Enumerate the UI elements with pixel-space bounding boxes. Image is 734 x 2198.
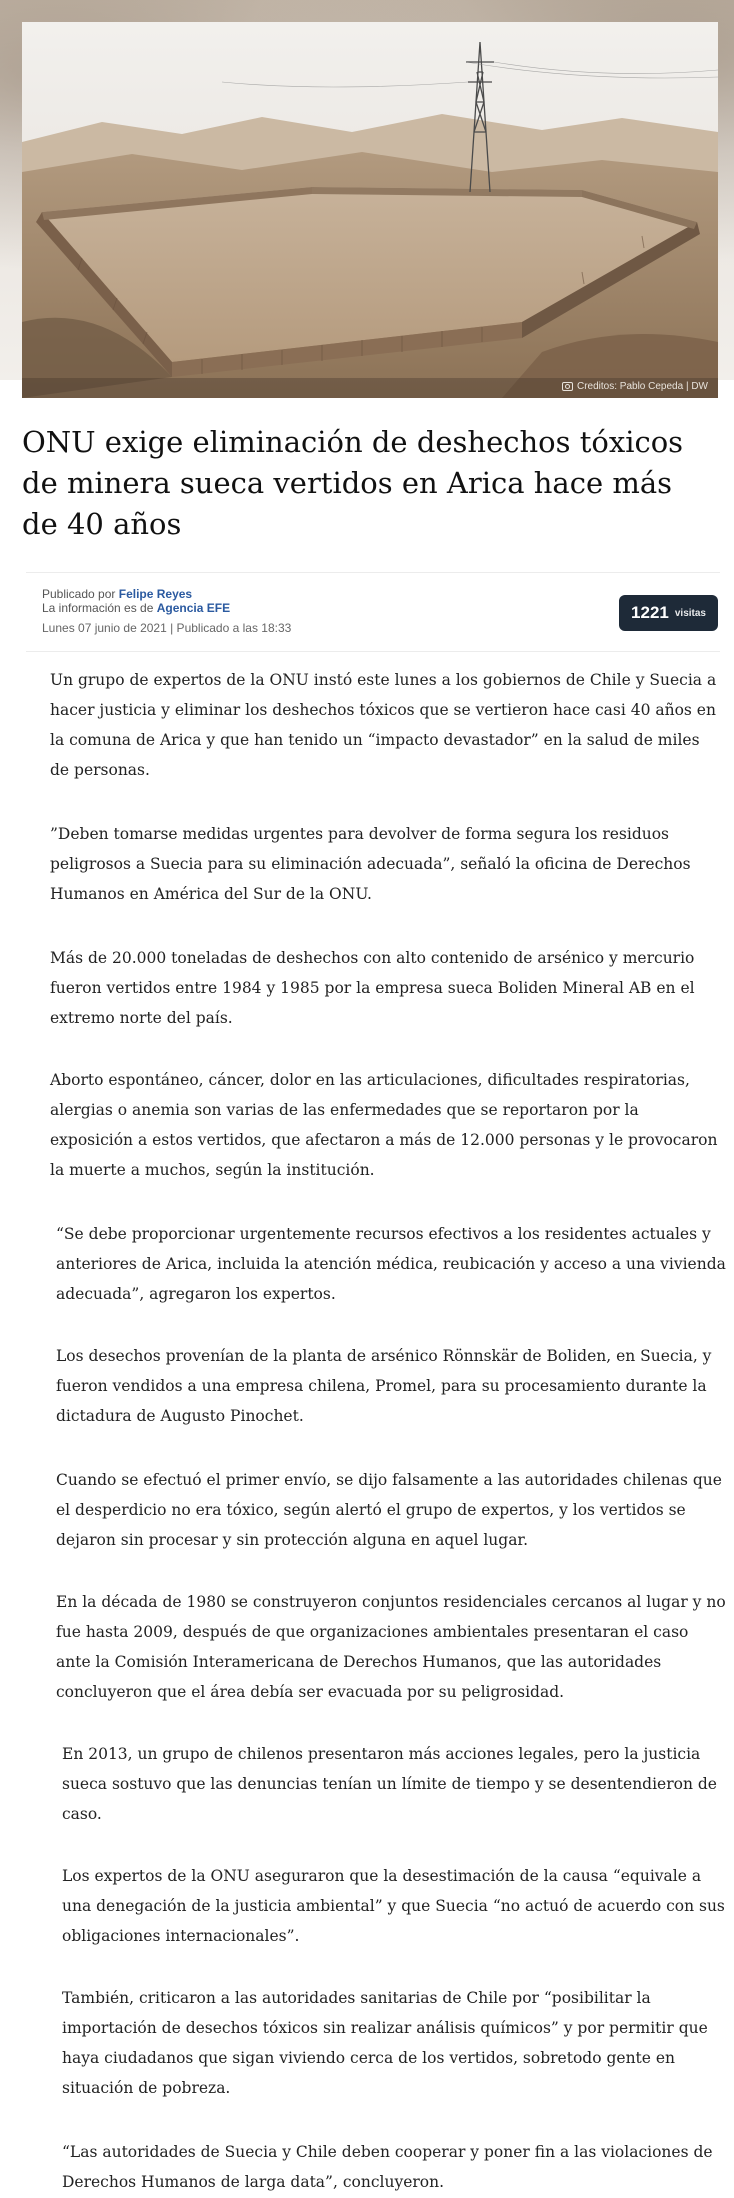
paragraph: Los expertos de la ONU aseguraron que la desestimación de la causa “equivale a una denegación de la justicia ambiental” y que Suecia “no actuó de acuerdo con sus obligaciones internacionales”. bbox=[62, 1867, 725, 1945]
hero-image[interactable] bbox=[22, 22, 718, 398]
paragraph: Aborto espontáneo, cáncer, dolor en las articulaciones, dificultades respiratorias, alergias o anemia son varias de las enfermedades que se reportaron por la exposición a estos vertidos, que afectaron a más de 12.000 personas y le provocaron la muerte a muchos, según la institución. bbox=[50, 1071, 718, 1179]
article-byline bbox=[42, 587, 291, 635]
image-credit bbox=[562, 381, 708, 392]
paragraph: “Se debe proporcionar urgentemente recursos efectivos a los residentes actuales y anteriores de Arica, incluida la atención médica, reubicación y acceso a una vivienda adecuada”, agregaron los expertos. bbox=[56, 1225, 726, 1303]
image-credit-text: Creditos: Pablo Cepeda | DW bbox=[577, 381, 708, 392]
paragraph: Un grupo de expertos de la ONU instó este lunes a los gobiernos de Chile y Suecia a hacer justicia y eliminar los deshechos tóxicos que se vertieron hace casi 40 años en la comuna de Arica y que han tenido un “impacto devastador” en la salud de miles de personas. bbox=[50, 671, 717, 779]
article-title: ONU exige eliminación de deshechos tóxicos de minera sueca vertidos en Arica hace más de 40 años bbox=[22, 425, 684, 541]
author-line bbox=[42, 587, 291, 601]
visits-label: visitas bbox=[674, 607, 706, 619]
paragraph: También, criticaron a las autoridades sanitarias de Chile por “posibilitar la importación de desechos tóxicos sin realizar análisis químicos” y por permitir que haya ciudadanos que sigan viviendo cerca de los vertidos, sobretodo gente en situación de pobreza. bbox=[62, 1989, 708, 2097]
paragraph: “Las autoridades de Suecia y Chile deben cooperar y poner fin a las violaciones de Derechos Humanos de larga data”, concluyeron. bbox=[62, 2143, 713, 2191]
hero-section bbox=[0, 0, 734, 392]
source-line bbox=[42, 601, 291, 615]
paragraph: Más de 20.000 toneladas de deshechos con alto contenido de arsénico y mercurio fueron vertidos entre 1984 y 1985 por la empresa sueca Boliden Mineral AB en el extremo norte del país. bbox=[50, 949, 695, 1027]
hero-image-graphic bbox=[22, 22, 718, 398]
author-link[interactable]: Felipe Reyes bbox=[118, 587, 193, 601]
paragraph: ”Deben tomarse medidas urgentes para devolver de forma segura los residuos peligrosos a Suecia para su eliminación adecuada”, señaló la oficina de Derechos Humanos en América del Sur de la ONU. bbox=[50, 825, 691, 903]
camera-icon bbox=[562, 382, 573, 391]
visits-badge bbox=[619, 595, 718, 631]
published-by-label: Publicado por bbox=[42, 587, 116, 601]
visits-count: 1221 bbox=[631, 603, 669, 622]
paragraph: En 2013, un grupo de chilenos presentaron más acciones legales, pero la justicia sueca sostuvo que las denuncias tenían un límite de tiempo y se desentendieron de caso. bbox=[62, 1745, 717, 1823]
paragraph: Los desechos provenían de la planta de arsénico Rönnskär de Boliden, en Suecia, y fueron vendidos a una empresa chilena, Promel, para su procesamiento durante la dictadura de Augusto Pinochet. bbox=[56, 1347, 712, 1425]
source-label: La información es de bbox=[42, 601, 154, 615]
source-link[interactable]: Agencia EFE bbox=[156, 601, 231, 615]
paragraph: Cuando se efectuó el primer envío, se dijo falsamente a las autoridades chilenas que el desperdicio no era tóxico, según alertó el grupo de expertos, y los vertidos se dejaron sin procesar y sin protección alguna en aquel lugar. bbox=[56, 1471, 722, 1549]
publish-date: Lunes 07 junio de 2021 | Publicado a las 18:33 bbox=[42, 621, 292, 635]
paragraph: En la década de 1980 se construyeron conjuntos residenciales cercanos al lugar y no fue hasta 2009, después de que organizaciones ambientales presentaran el caso ante la Comisión Interamericana de Derechos Humanos, que las autoridades concluyeron que el área debía ser evacuada por su peligrosidad. bbox=[56, 1593, 726, 1701]
article-meta bbox=[26, 572, 720, 652]
